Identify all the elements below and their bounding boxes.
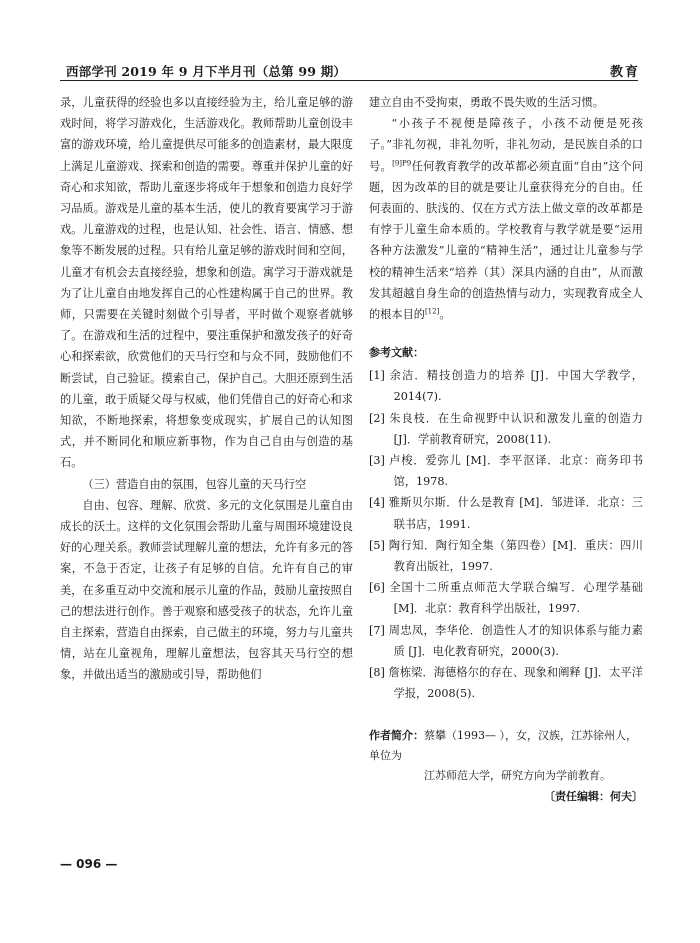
reference-item: [6] 全国十二所重点师范大学联合编写．心理学基础 [M]．北京：教育科学出版社，1997.	[369, 581, 643, 616]
author-bio	[369, 726, 643, 786]
journal-header: 西部学刊 2019 年 9 月下半月刊（总第 99 期）	[66, 64, 347, 79]
body-paragraph	[369, 113, 643, 325]
reference-item: [3] 卢梭．爱弥儿 [M]．李平沤译．北京：商务印书馆，1978.	[369, 454, 643, 489]
reference-item: [2] 朱良枝．在生命视野中认识和激发儿童的创造力 [J]．学前教育研究，2008(11).	[369, 411, 643, 446]
citation-marker: [12]	[424, 307, 440, 316]
body-text: 。	[439, 308, 451, 322]
left-column	[60, 92, 353, 686]
body-text: 任何教育教学的改革都必须直面“自由”这个问题，因为改革的目的就是要让儿童获得充分的自由。任何表面的、肤浅的、仅在方式方法上做文章的改革都是有悖于儿童生命本质的。学校教育与教学就是要“运用各种方法激发”儿童的“精神生活”，通过让儿童参与学校的精神生活来“培养（其）深具内涵的自由”，从而激发其超越自身生命的创造热情与动力，实现教育成全人的根本目的	[369, 159, 643, 322]
page-number: — 096 —	[60, 857, 118, 871]
section-subheading: （三）营造自由的氛围，包容儿童的天马行空	[82, 477, 307, 491]
reference-item: [5] 陶行知．陶行知全集（第四卷）[M]．重庆：四川教育出版社，1997.	[369, 538, 643, 574]
quote-text: “小孩子不视便是障孩子，小孩不动便是死孩子。”非礼勿视，非礼勿听，非礼勿动，是民族自杀的口号。	[369, 117, 643, 173]
body-paragraph: 自由、包容、理解、欣赏、多元的文化氛围是儿童自由成长的沃土。这样的文化氛围会帮助儿童与周围环境建设良好的心理关系。教师尝试理解儿童的想法，允许有多元的答案，不急于否定，让孩子有足够的自信。允许有自己的审美，在多重互动中交流和展示儿童的作品，鼓励儿童按照自己的想法进行创作。善于观察和感受孩子的状态，允许儿童自主探索，营造自由探索，自己做主的环境，努力与儿童共情，站在儿童视角，理解儿童想法，包容其天马行空的想象，并做出适当的激励或引导，帮助他们	[60, 498, 353, 682]
author-bio-label: 作者简介：	[369, 729, 424, 743]
right-column	[369, 92, 643, 807]
reference-item: [4] 雅斯贝尔斯．什么是教育 [M]．邹进译．北京：三联书店，1991.	[369, 496, 643, 531]
author-bio-text: 江苏师范大学，研究方向为学前教育。	[424, 769, 611, 783]
body-paragraph: 录，儿童获得的经验也多以直接经验为主，给儿童足够的游戏时间，将学习游戏化，生活游戏化。教师帮助儿童创设丰富的游戏环境，给儿童提供尽可能多的创造素材，最大限度上满足儿童游戏、探索和创造的需要。尊重并保护儿童的好奇心和求知欲，帮助儿童逐步将成年于想象和创造力良好学习品质。游戏是儿童的基本生活，使儿的教育要寓学习于游戏。儿童游戏的过程，也是认知、社会性、语言、情感、想象等不断发展的过程。只有给儿童足够的游戏时间和空间，儿童才有机会去直接经验，想象和创造。寓学习于游戏就是为了让儿童自由地发挥自己的心性建构属于自己的世界。教师，只需要在关键时刻做个引导者，平时做个观察者就够了。在游戏和生活的过程中，要注重保护和激发孩子的好奇心和探索欲，欣赏他们的天马行空和与众不同，鼓励他们不断尝试，自己验证。摸索自己，保护自己。大胆还原到生活的儿童，敢于质疑父母与权威，他们凭借自己的好奇心和求知欲，不断地探索，将想象变成现实，扩展自己的认知图式，并不断同化和顺应新事物，作为自己自由与创造的基石。	[60, 96, 353, 470]
header-rule	[60, 80, 638, 81]
reference-item: [1] 余洁．精技创造力的培养 [J]．中国大学教学，2014(7).	[369, 369, 643, 404]
body-paragraph: 建立自由不受拘束，勇敢不畏失败的生活习惯。	[369, 96, 604, 109]
responsible-editor: 〔责任编辑：何夫〕	[544, 790, 643, 804]
reference-item: [8] 詹栋梁．海德格尔的存在、现象和阐释 [J]．太平洋学报，2008(5).	[369, 666, 643, 701]
reference-item: [7] 周忠凤，李华伦．创造性人才的知识体系与能力素质 [J]．电化教育研究，2000(3).	[369, 623, 643, 658]
citation-marker: [9]P9	[392, 158, 412, 167]
section-label: 教育	[610, 65, 641, 80]
references-title: 参考文献：	[369, 346, 424, 360]
author-bio-text: 蔡攀（1993— ），女，汉族，江苏徐州人，单位为	[369, 729, 637, 763]
